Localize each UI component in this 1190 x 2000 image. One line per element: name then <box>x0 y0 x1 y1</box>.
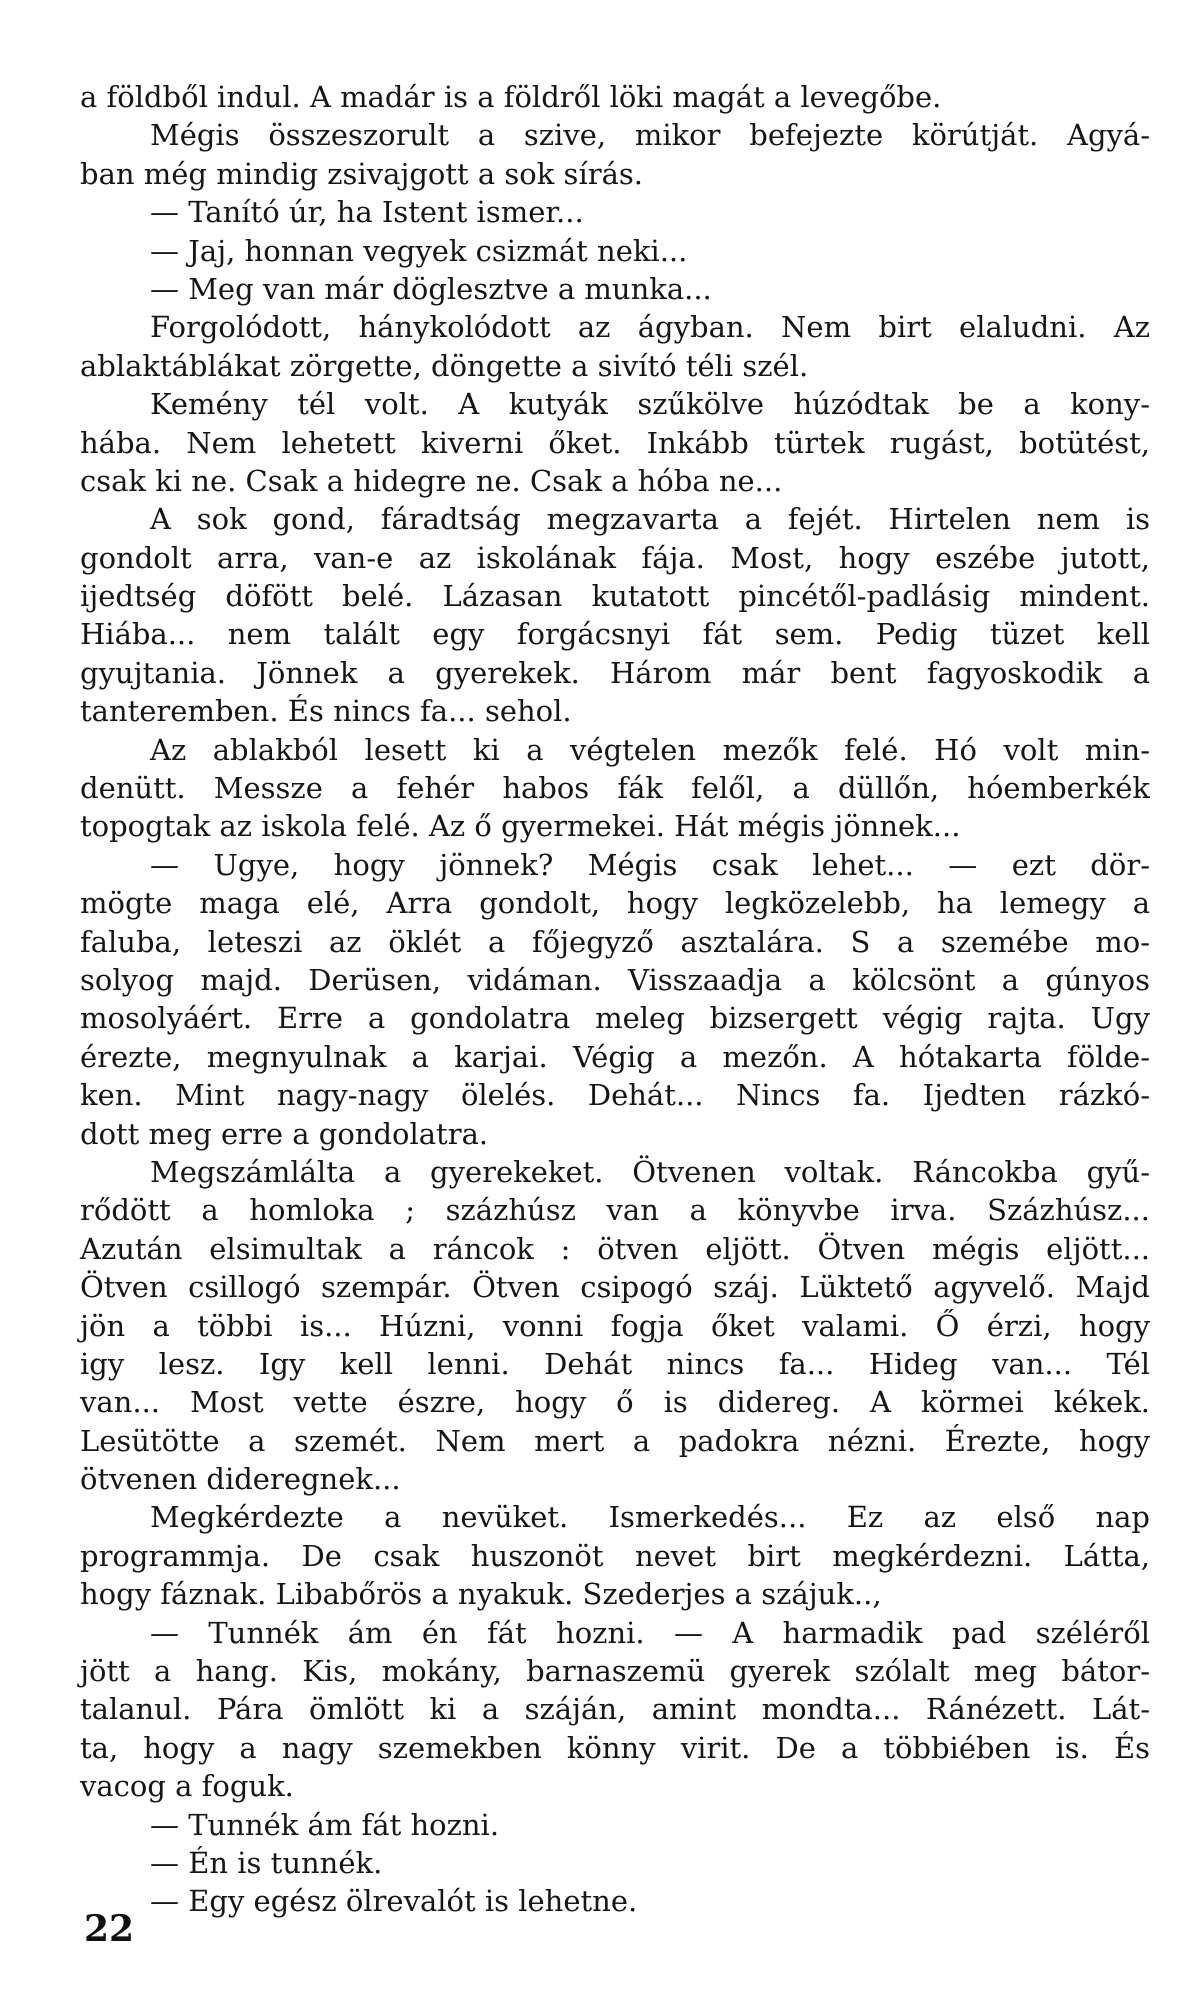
text-line: gyujtania. Jönnek a gyerekek. Három már bent fagyoskodik a <box>80 655 1150 690</box>
text-line: Azután elsimultak a ráncok : ötven eljött. Ötven mégis eljött... <box>80 1231 1150 1266</box>
text-line: Mégis összeszorult a szive, mikor befejezte körútját. Agyá- <box>150 118 1150 153</box>
text-line: ban még mindig zsivajgott a sok sírás. <box>80 156 643 191</box>
text-line: rődött a homloka ; százhúsz van a könyvbe irva. Százhúsz... <box>80 1193 1150 1228</box>
text-line: Kemény tél volt. A kutyák szűkölve húzódtak be a kony- <box>150 387 1150 422</box>
text-line: Megszámlálta a gyerekeket. Ötvenen voltak. Ráncokba gyű- <box>150 1154 1150 1189</box>
text-line: — Tunnék ám én fát hozni. — A harmadik pad széléről <box>150 1615 1150 1650</box>
text-line: jön a többi is... Húzni, vonni fogja őket valami. Ő érzi, hogy <box>80 1308 1150 1343</box>
text-line: vacog a foguk. <box>80 1769 294 1804</box>
text-line: mögte maga elé, Arra gondolt, hogy legközelebb, ha lemegy a <box>80 886 1150 921</box>
text-line: topogtak az iskola felé. Az ő gyermekei. Hát mégis jönnek... <box>80 809 961 844</box>
page-number: 22 <box>84 1908 135 1950</box>
text-line: Hiába... nem talált egy forgácsnyi fát sem. Pedig tüzet kell <box>80 617 1150 652</box>
text-line: — Jaj, honnan vegyek csizmát neki... <box>150 233 688 268</box>
text-line: solyog majd. Derüsen, vidáman. Visszaadja a kölcsönt a gúnyos <box>80 962 1150 997</box>
page-body <box>80 78 1150 1921</box>
text-line: csak ki ne. Csak a hidegre ne. Csak a hóba ne... <box>80 463 783 498</box>
text-line: faluba, leteszi az öklét a főjegyző asztalára. S a szemébe mo- <box>80 924 1150 959</box>
text-line: mosolyáért. Erre a gondolatra meleg bizsergett végig rajta. Ugy <box>80 1001 1150 1036</box>
text-line: talanul. Pára ömlött ki a száján, amint mondta... Ránézett. Lát- <box>80 1692 1150 1727</box>
text-line: — Meg van már döglesztve a munka... <box>150 271 712 306</box>
text-line: ablaktáblákat zörgette, döngette a sivító téli szél. <box>80 348 809 383</box>
text-line: gondolt arra, van-e az iskolának fája. Most, hogy eszébe jutott, <box>80 540 1150 575</box>
text-line: Az ablakból lesett ki a végtelen mezők felé. Hó volt min- <box>150 732 1150 767</box>
text-line: a földből indul. A madár is a földről löki magát a levegőbe. <box>80 80 942 114</box>
text-line: van... Most vette észre, hogy ő is didereg. A körmei kékek. <box>80 1385 1150 1420</box>
text-line: — Én is tunnék. <box>150 1845 383 1880</box>
text-line: érezte, megnyulnak a karjai. Végig a mezőn. A hótakarta földe- <box>80 1039 1150 1074</box>
text-line: — Tunnék ám fát hozni. <box>150 1807 500 1842</box>
text-line: — Egy egész ölrevalót is lehetne. <box>150 1884 638 1919</box>
text-line: jött a hang. Kis, mokány, barnaszemü gyerek szólalt meg bátor- <box>80 1654 1150 1689</box>
text-line: ta, hogy a nagy szemekben könny virit. De a többiében is. És <box>80 1730 1150 1765</box>
text-line: hába. Nem lehetett kiverni őket. Inkább türtek rugást, botütést, <box>80 425 1150 460</box>
text-line: ötvenen dideregnek... <box>80 1462 401 1497</box>
text-line: ken. Mint nagy-nagy ölelés. Dehát... Nincs fa. Ijedten rázkó- <box>80 1078 1150 1113</box>
text-line: Megkérdezte a nevüket. Ismerkedés... Ez az első nap <box>150 1500 1150 1535</box>
text-line: ijedtség döfött belé. Lázasan kutatott pincétől-padlásig mindent. <box>80 579 1150 614</box>
text-line: Ötven csillogó szempár. Ötven csipogó száj. Lüktető agyvelő. Majd <box>80 1270 1150 1305</box>
text-line: denütt. Messze a fehér habos fák felől, a düllőn, hóemberkék <box>80 771 1150 806</box>
text-line: — Ugye, hogy jönnek? Mégis csak lehet... — ezt dör- <box>150 847 1150 882</box>
text-line: — Tanító úr, ha Istent ismer... <box>150 195 584 230</box>
text-line: A sok gond, fáradtság megzavarta a fejét. Hirtelen nem is <box>150 502 1150 537</box>
text-line: dott meg erre a gondolatra. <box>80 1116 489 1151</box>
text-line: programmja. De csak huszonöt nevet birt megkérdezni. Látta, <box>80 1538 1150 1573</box>
text-line: hogy fáznak. Libabőrös a nyakuk. Szederjes a szájuk.., <box>80 1577 882 1612</box>
text-line: Forgolódott, hánykolódott az ágyban. Nem birt elaludni. Az <box>150 310 1150 345</box>
text-line: Lesütötte a szemét. Nem mert a padokra nézni. Érezte, hogy <box>80 1423 1150 1458</box>
text-line: tanteremben. És nincs fa... sehol. <box>80 694 572 729</box>
text-line: igy lesz. Igy kell lenni. Dehát nincs fa... Hideg van... Tél <box>80 1346 1150 1381</box>
